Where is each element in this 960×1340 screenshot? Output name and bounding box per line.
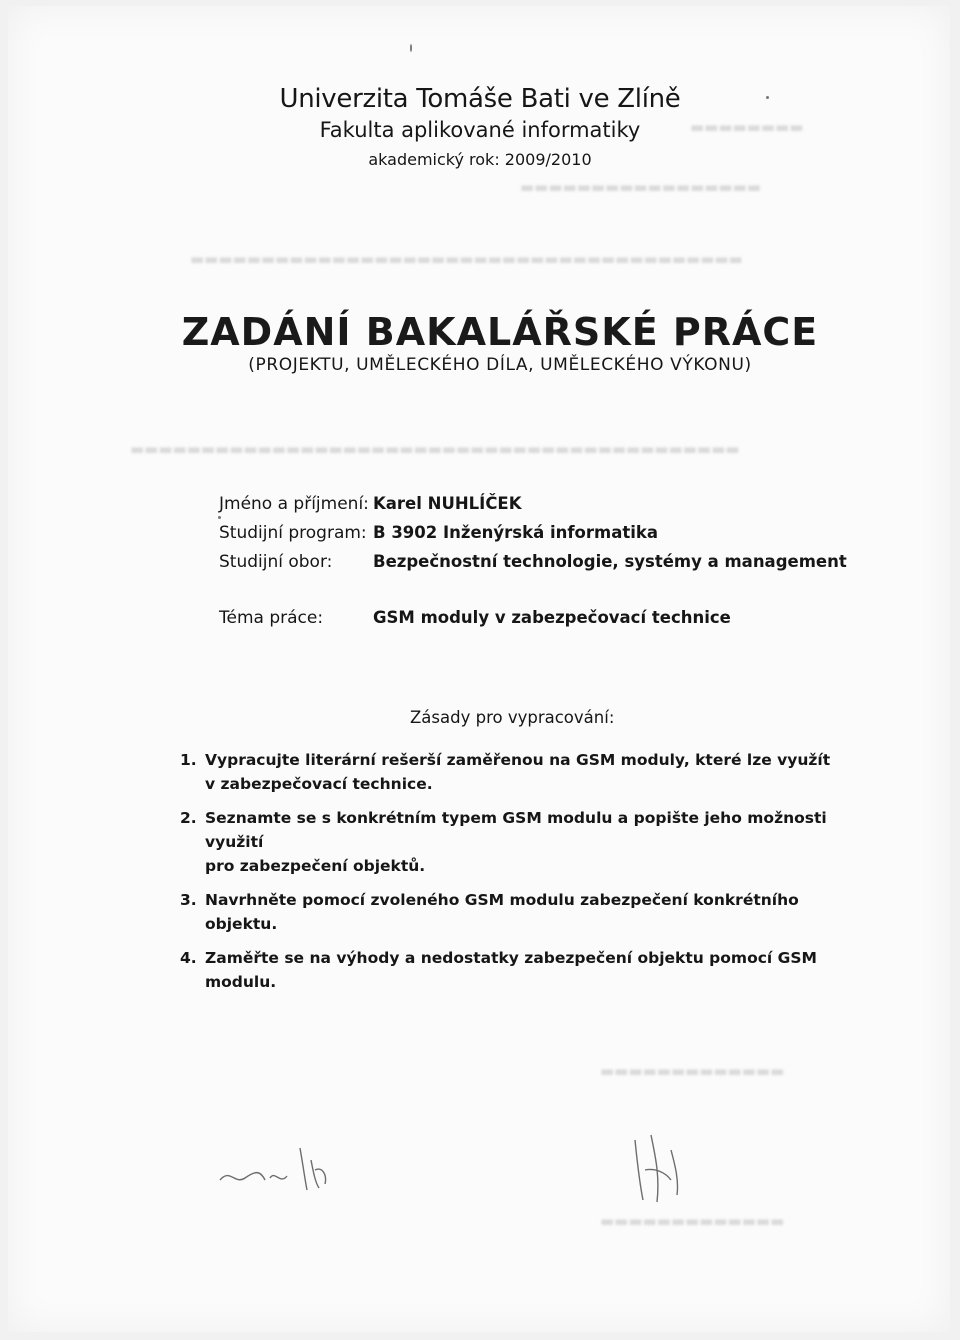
name-label: Jméno a příjmení: bbox=[219, 494, 369, 514]
list-item-number: 4. bbox=[180, 949, 197, 967]
list-item-text: v zabezpečovací technice. bbox=[205, 775, 433, 793]
study-field-label: Studijní obor: bbox=[219, 552, 333, 572]
thesis-topic-label: Téma práce: bbox=[219, 608, 324, 628]
bleed-through-text: ▬▬▬▬▬▬▬▬▬▬▬▬▬▬▬▬▬▬▬▬▬▬▬▬▬▬▬▬▬▬▬▬▬▬▬▬▬▬▬▬▬▬▬ bbox=[130, 440, 740, 458]
name-value: Karel NUHLÍČEK bbox=[373, 494, 522, 513]
dean-signature bbox=[215, 1140, 335, 1200]
scan-speck bbox=[410, 44, 412, 52]
list-item-text: Navrhněte pomocí zvoleného GSM modulu zabezpečení konkrétního objektu. bbox=[205, 891, 799, 933]
list-item bbox=[180, 748, 840, 796]
bleed-through-text: ▬▬▬▬▬▬▬▬▬▬▬▬▬ bbox=[600, 1212, 785, 1230]
study-program-label: Studijní program: bbox=[219, 523, 367, 543]
list-item-text: Vypracujte literární rešerší zaměřenou na GSM moduly, které lze využít bbox=[205, 751, 831, 769]
bleed-through-text: ▬▬▬▬▬▬▬▬▬▬▬▬▬▬▬▬▬ bbox=[520, 178, 761, 196]
study-program-value: B 3902 Inženýrská informatika bbox=[373, 523, 659, 542]
list-item-number: 2. bbox=[180, 809, 197, 827]
principles-list bbox=[180, 748, 840, 994]
faculty-name: Fakulta aplikované informatiky bbox=[319, 118, 641, 142]
document-title: ZADÁNÍ BAKALÁŘSKÉ PRÁCE bbox=[181, 310, 819, 354]
bleed-through-text: ▬▬▬▬▬▬▬▬▬▬▬▬▬ bbox=[600, 1062, 785, 1080]
academic-year: akademický rok: 2009/2010 bbox=[368, 150, 592, 169]
document-sheet bbox=[8, 6, 950, 1332]
principles-heading: Zásady pro vypracování: bbox=[410, 708, 615, 727]
list-item-text: Zaměřte se na výhody a nedostatky zabezpečení objektu pomocí GSM modulu. bbox=[205, 949, 817, 991]
supervisor-signature bbox=[615, 1130, 695, 1210]
list-item-text: pro zabezpečení objektů. bbox=[205, 857, 426, 875]
list-item-number: 3. bbox=[180, 891, 197, 909]
list-item bbox=[180, 946, 840, 994]
list-item-number: 1. bbox=[180, 751, 197, 769]
thesis-topic-value: GSM moduly v zabezpečovací technice bbox=[373, 608, 731, 627]
scan-speck bbox=[766, 96, 769, 99]
list-item bbox=[180, 888, 840, 936]
bleed-through-text: ▬▬▬▬▬▬▬▬▬▬▬▬▬▬▬▬▬▬▬▬▬▬▬▬▬▬▬▬▬▬▬▬▬▬▬▬▬▬▬ bbox=[190, 250, 743, 268]
university-name: Univerzita Tomáše Bati ve Zlíně bbox=[279, 84, 681, 114]
study-field-value: Bezpečnostní technologie, systémy a management bbox=[373, 552, 847, 571]
scan-speck bbox=[218, 516, 221, 519]
list-item-text: Seznamte se s konkrétním typem GSM modulu a popište jeho možnosti využití bbox=[205, 809, 827, 851]
document-subtitle: (PROJEKTU, UMĚLECKÉHO DÍLA, UMĚLECKÉHO VÝKONU) bbox=[248, 355, 752, 375]
bleed-through-text: ▬▬▬▬▬▬▬▬ bbox=[690, 118, 804, 136]
list-item bbox=[180, 806, 840, 878]
